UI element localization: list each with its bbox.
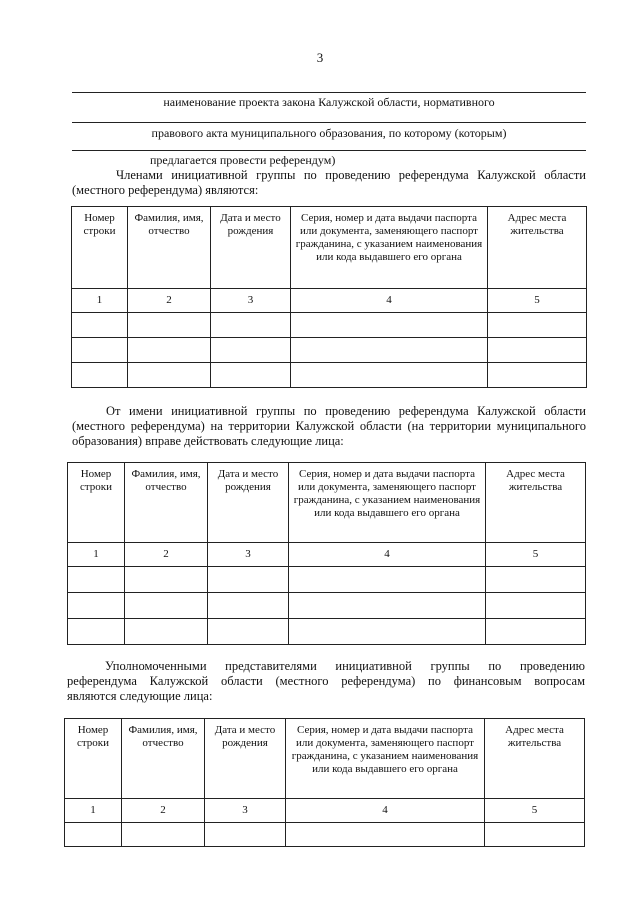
empty-cell: [488, 363, 587, 388]
empty-cell: [486, 567, 586, 593]
header-row-number: Номер строки: [68, 463, 125, 543]
empty-cell: [72, 313, 128, 338]
empty-cell: [488, 338, 587, 363]
section-1-line-1: Членами инициативной группы по проведению референдума Калужской области: [116, 168, 586, 182]
empty-cell: [125, 619, 208, 645]
empty-cell: [291, 363, 488, 388]
empty-cell: [289, 619, 486, 645]
empty-cell: [205, 823, 286, 847]
col-number-3: 3: [205, 799, 286, 823]
col-number-4: 4: [286, 799, 485, 823]
section-3-line-1: Уполномоченными представителями инициативной группы по проведению: [105, 659, 585, 673]
header-full-name: Фамилия, имя, отчество: [128, 207, 211, 289]
fill-line-2: [72, 122, 586, 123]
empty-cell: [68, 567, 125, 593]
header-full-name: Фамилия, имя, отчество: [122, 719, 205, 799]
section-3-text: [67, 659, 585, 704]
header-row-number: Номер строки: [65, 719, 122, 799]
empty-cell: [65, 823, 122, 847]
empty-cell: [211, 313, 291, 338]
page-number: 3: [316, 50, 324, 65]
col-number-1: 1: [72, 289, 128, 313]
empty-cell: [208, 593, 289, 619]
empty-cell: [289, 593, 486, 619]
section-3-line-2: референдума Калужской области (местного референдума) по финансовым вопросам: [67, 674, 585, 688]
empty-cell: [208, 619, 289, 645]
members-table: [71, 206, 587, 388]
header-full-name: Фамилия, имя, отчество: [125, 463, 208, 543]
empty-cell: [72, 363, 128, 388]
col-number-1: 1: [68, 543, 125, 567]
empty-cell: [128, 338, 211, 363]
caption-line-3: предлагается провести референдум): [150, 153, 336, 167]
empty-cell: [208, 567, 289, 593]
financial-representatives-table: [64, 718, 585, 847]
empty-cell: [68, 619, 125, 645]
section-2-line-3: образования) вправе действовать следующие лица:: [72, 434, 344, 448]
section-2-text: [72, 404, 586, 449]
empty-cell: [485, 823, 585, 847]
empty-cell: [125, 567, 208, 593]
col-number-3: 3: [208, 543, 289, 567]
header-birth: Дата и место рождения: [211, 207, 291, 289]
header-address: Адрес места жительства: [488, 207, 587, 289]
empty-cell: [125, 593, 208, 619]
empty-cell: [286, 823, 485, 847]
header-passport: Серия, номер и дата выдачи паспорта или документа, заменяющего паспорт гражданина, с указанием наименования или кода выдавшего его органа: [286, 719, 485, 799]
caption-line-1: наименование проекта закона Калужской области, нормативного: [163, 95, 495, 109]
empty-cell: [488, 313, 587, 338]
section-1-line-2: (местного референдума) являются:: [72, 183, 259, 197]
col-number-2: 2: [125, 543, 208, 567]
col-number-4: 4: [289, 543, 486, 567]
header-address: Адрес места жительства: [485, 719, 585, 799]
col-number-5: 5: [486, 543, 586, 567]
empty-cell: [289, 567, 486, 593]
col-number-2: 2: [122, 799, 205, 823]
fill-line-1: [72, 92, 586, 93]
col-number-3: 3: [211, 289, 291, 313]
section-1-text: [72, 168, 586, 198]
header-passport: Серия, номер и дата выдачи паспорта или документа, заменяющего паспорт гражданина, с указанием наименования или кода выдавшего его органа: [289, 463, 486, 543]
empty-cell: [128, 313, 211, 338]
header-birth: Дата и место рождения: [205, 719, 286, 799]
header-address: Адрес места жительства: [486, 463, 586, 543]
section-2-line-1: От имени инициативной группы по проведению референдума Калужской области: [106, 404, 586, 418]
empty-cell: [291, 313, 488, 338]
empty-cell: [486, 619, 586, 645]
empty-cell: [68, 593, 125, 619]
section-3-line-3: являются следующие лица:: [67, 689, 213, 703]
col-number-1: 1: [65, 799, 122, 823]
fill-line-3: [72, 150, 586, 151]
representatives-table: [67, 462, 586, 645]
col-number-4: 4: [291, 289, 488, 313]
header-passport: Серия, номер и дата выдачи паспорта или документа, заменяющего паспорт гражданина, с указанием наименования или кода выдавшего его органа: [291, 207, 488, 289]
section-2-line-2: (местного референдума) на территории Калужской области (на территории муниципального: [72, 419, 586, 433]
empty-cell: [128, 363, 211, 388]
col-number-2: 2: [128, 289, 211, 313]
empty-cell: [211, 363, 291, 388]
empty-cell: [211, 338, 291, 363]
col-number-5: 5: [488, 289, 587, 313]
header-row-number: Номер строки: [72, 207, 128, 289]
empty-cell: [486, 593, 586, 619]
empty-cell: [72, 338, 128, 363]
caption-line-2: правового акта муниципального образования, по которому (которым): [151, 126, 507, 140]
empty-cell: [291, 338, 488, 363]
col-number-5: 5: [485, 799, 585, 823]
empty-cell: [122, 823, 205, 847]
header-birth: Дата и место рождения: [208, 463, 289, 543]
